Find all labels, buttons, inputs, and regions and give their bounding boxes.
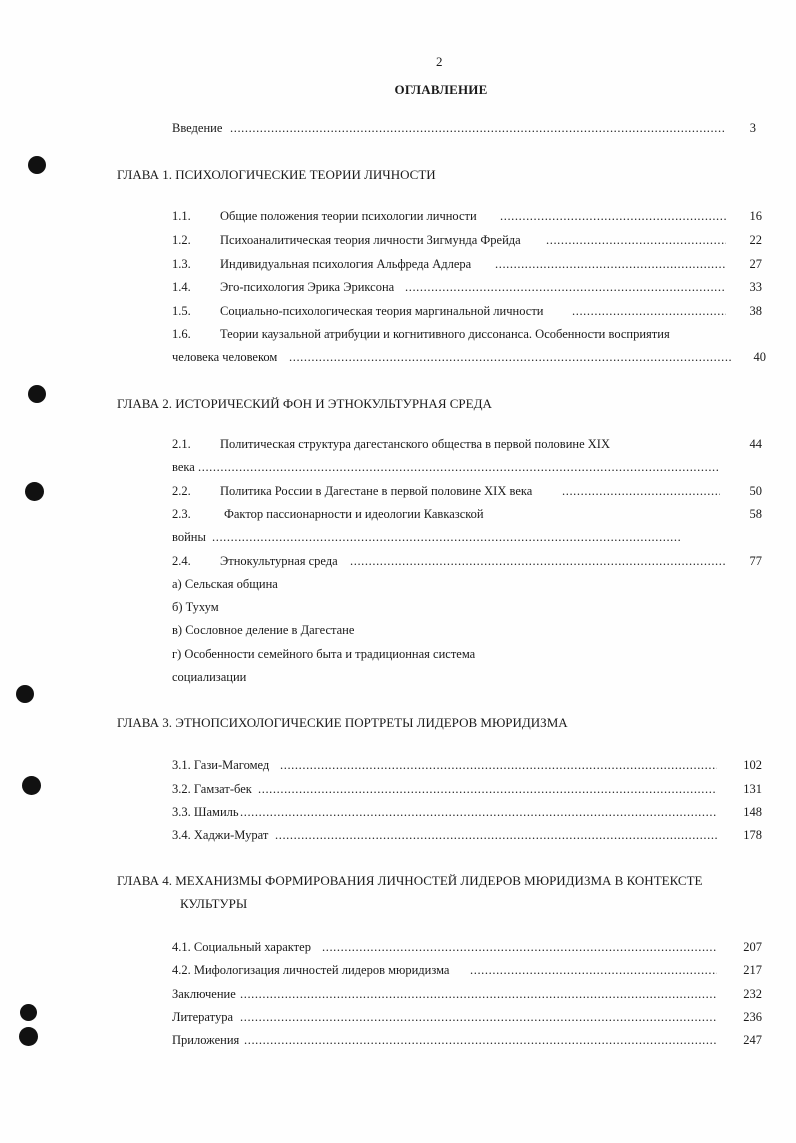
chapter-heading: ГЛАВА 4. МЕХАНИЗМЫ ФОРМИРОВАНИЯ ЛИЧНОСТЕЙ ЛИДЕРОВ МЮРИДИЗМА В КОНТЕКСТЕ (117, 873, 703, 888)
toc-entry-label: Социально-психологическая теория маргинальной личности (220, 304, 544, 318)
toc-dot-leader (275, 828, 717, 843)
toc-page-number: 77 (749, 554, 762, 568)
toc-page-number: 247 (743, 1033, 762, 1047)
toc-subitem: б) Тухум (172, 600, 219, 614)
toc-dot-leader (322, 940, 717, 955)
page-title: ОГЛАВЛЕНИЕ (394, 82, 488, 97)
toc-entry-label: Индивидуальная психология Альфреда Адлера (220, 257, 472, 271)
toc-dot-leader (230, 121, 725, 136)
toc-dot-leader (240, 1010, 717, 1025)
punch-hole (22, 776, 41, 795)
chapter-heading: ГЛАВА 2. ИСТОРИЧЕСКИЙ ФОН И ЭТНОКУЛЬТУРНАЯ СРЕДА (117, 396, 492, 411)
toc-page-number: 178 (743, 828, 762, 842)
toc-entry-label: Заключение (172, 987, 236, 1001)
toc-dot-leader (280, 758, 717, 773)
toc-entry-number: 1.3. (172, 257, 191, 271)
toc-entry-label: 3.2. Гамзат-бек (172, 782, 252, 796)
toc-entry-label: Общие положения теории психологии личности (220, 209, 477, 223)
toc-page-number: 207 (743, 940, 762, 954)
toc-entry-number: 2.4. (172, 554, 191, 568)
toc-page-number: 232 (743, 987, 762, 1001)
toc-dot-leader (350, 554, 726, 569)
toc-dot-leader (572, 304, 726, 319)
toc-page-number: 148 (743, 805, 762, 819)
toc-page-number: 27 (749, 257, 762, 271)
toc-page-number: 44 (749, 437, 762, 451)
toc-entry-label: 3.3. Шамиль (172, 805, 239, 819)
toc-dot-leader (500, 209, 726, 224)
toc-entry-label: Теории каузальной атрибуции и когнитивного диссонанса. Особенности восприятия (220, 327, 670, 341)
toc-dot-leader (470, 963, 717, 978)
punch-hole (16, 685, 34, 703)
toc-page-number: 40 (753, 350, 766, 364)
toc-dot-leader (546, 233, 726, 248)
toc-entry-number: 1.1. (172, 209, 191, 223)
punch-hole (25, 482, 44, 501)
toc-entry-number: 1.2. (172, 233, 191, 247)
toc-entry-number: 1.6. (172, 327, 191, 341)
toc-dot-leader (405, 280, 726, 295)
toc-dot-leader (244, 1033, 717, 1048)
toc-page-number: 217 (743, 963, 762, 977)
punch-hole (19, 1027, 38, 1046)
toc-subitem: а) Сельская община (172, 577, 278, 591)
toc-entry-label-continued: войны (172, 530, 206, 544)
toc-page-number: 22 (749, 233, 762, 247)
toc-entry-label: Введение (172, 121, 223, 135)
punch-hole (28, 156, 46, 174)
toc-page-number: 33 (749, 280, 762, 294)
toc-dot-leader (198, 460, 718, 475)
toc-entry-label-continued: века (172, 460, 195, 474)
toc-entry-number: 1.4. (172, 280, 191, 294)
toc-dot-leader (562, 484, 720, 499)
toc-entry-label: Фактор пассионарности и идеологии Кавказской (224, 507, 484, 521)
toc-subitem: г) Особенности семейного быта и традиционная система (172, 647, 476, 661)
toc-dot-leader (240, 987, 717, 1002)
toc-dot-leader (212, 530, 682, 545)
toc-subitem: социализации (172, 670, 247, 684)
toc-entry-number: 1.5. (172, 304, 191, 318)
toc-page-number: 16 (749, 209, 762, 223)
toc-entry-label: Психоаналитическая теория личности Зигмунда Фрейда (220, 233, 521, 247)
toc-entry-number: 2.1. (172, 437, 191, 451)
toc-entry-number: 2.3. (172, 507, 191, 521)
toc-page-number: 38 (749, 304, 762, 318)
toc-entry-label: 4.1. Социальный характер (172, 940, 311, 954)
toc-entry-label: Литература (172, 1010, 233, 1024)
toc-page-number: 236 (743, 1010, 762, 1024)
toc-entry-label: Политика России в Дагестане в первой половине XIX века (220, 484, 533, 498)
toc-entry-label: 3.1. Гази-Магомед (172, 758, 270, 772)
toc-dot-leader (258, 782, 717, 797)
toc-entry-label: Этнокультурная среда (220, 554, 338, 568)
toc-dot-leader (289, 350, 731, 365)
toc-entry-label: Эго-психология Эрика Эриксона (220, 280, 395, 294)
toc-entry-label: 3.4. Хаджи-Мурат (172, 828, 269, 842)
page-number: 2 (436, 54, 443, 69)
toc-page-number: 102 (743, 758, 762, 772)
toc-entry-label-continued: человека человеком (172, 350, 278, 364)
punch-hole (20, 1004, 37, 1021)
toc-page-number: 3 (749, 121, 756, 135)
chapter-heading: ГЛАВА 3. ЭТНОПСИХОЛОГИЧЕСКИЕ ПОРТРЕТЫ ЛИДЕРОВ МЮРИДИЗМА (117, 715, 568, 730)
toc-entry-number: 2.2. (172, 484, 191, 498)
toc-dot-leader (495, 257, 726, 272)
toc-subitem: в) Сословное деление в Дагестане (172, 623, 355, 637)
chapter-heading: ГЛАВА 1. ПСИХОЛОГИЧЕСКИЕ ТЕОРИИ ЛИЧНОСТИ (117, 167, 436, 182)
toc-dot-leader (240, 805, 717, 820)
toc-entry-label: 4.2. Мифологизация личностей лидеров мюридизма (172, 963, 450, 977)
toc-page-number: 50 (749, 484, 762, 498)
toc-entry-label: Политическая структура дагестанского общества в первой половине XIX (220, 437, 610, 451)
punch-hole (28, 385, 46, 403)
toc-entry-label: Приложения (172, 1033, 240, 1047)
toc-page-number: 58 (749, 507, 762, 521)
toc-page-number: 131 (743, 782, 762, 796)
chapter-heading-continued: КУЛЬТУРЫ (180, 896, 248, 911)
